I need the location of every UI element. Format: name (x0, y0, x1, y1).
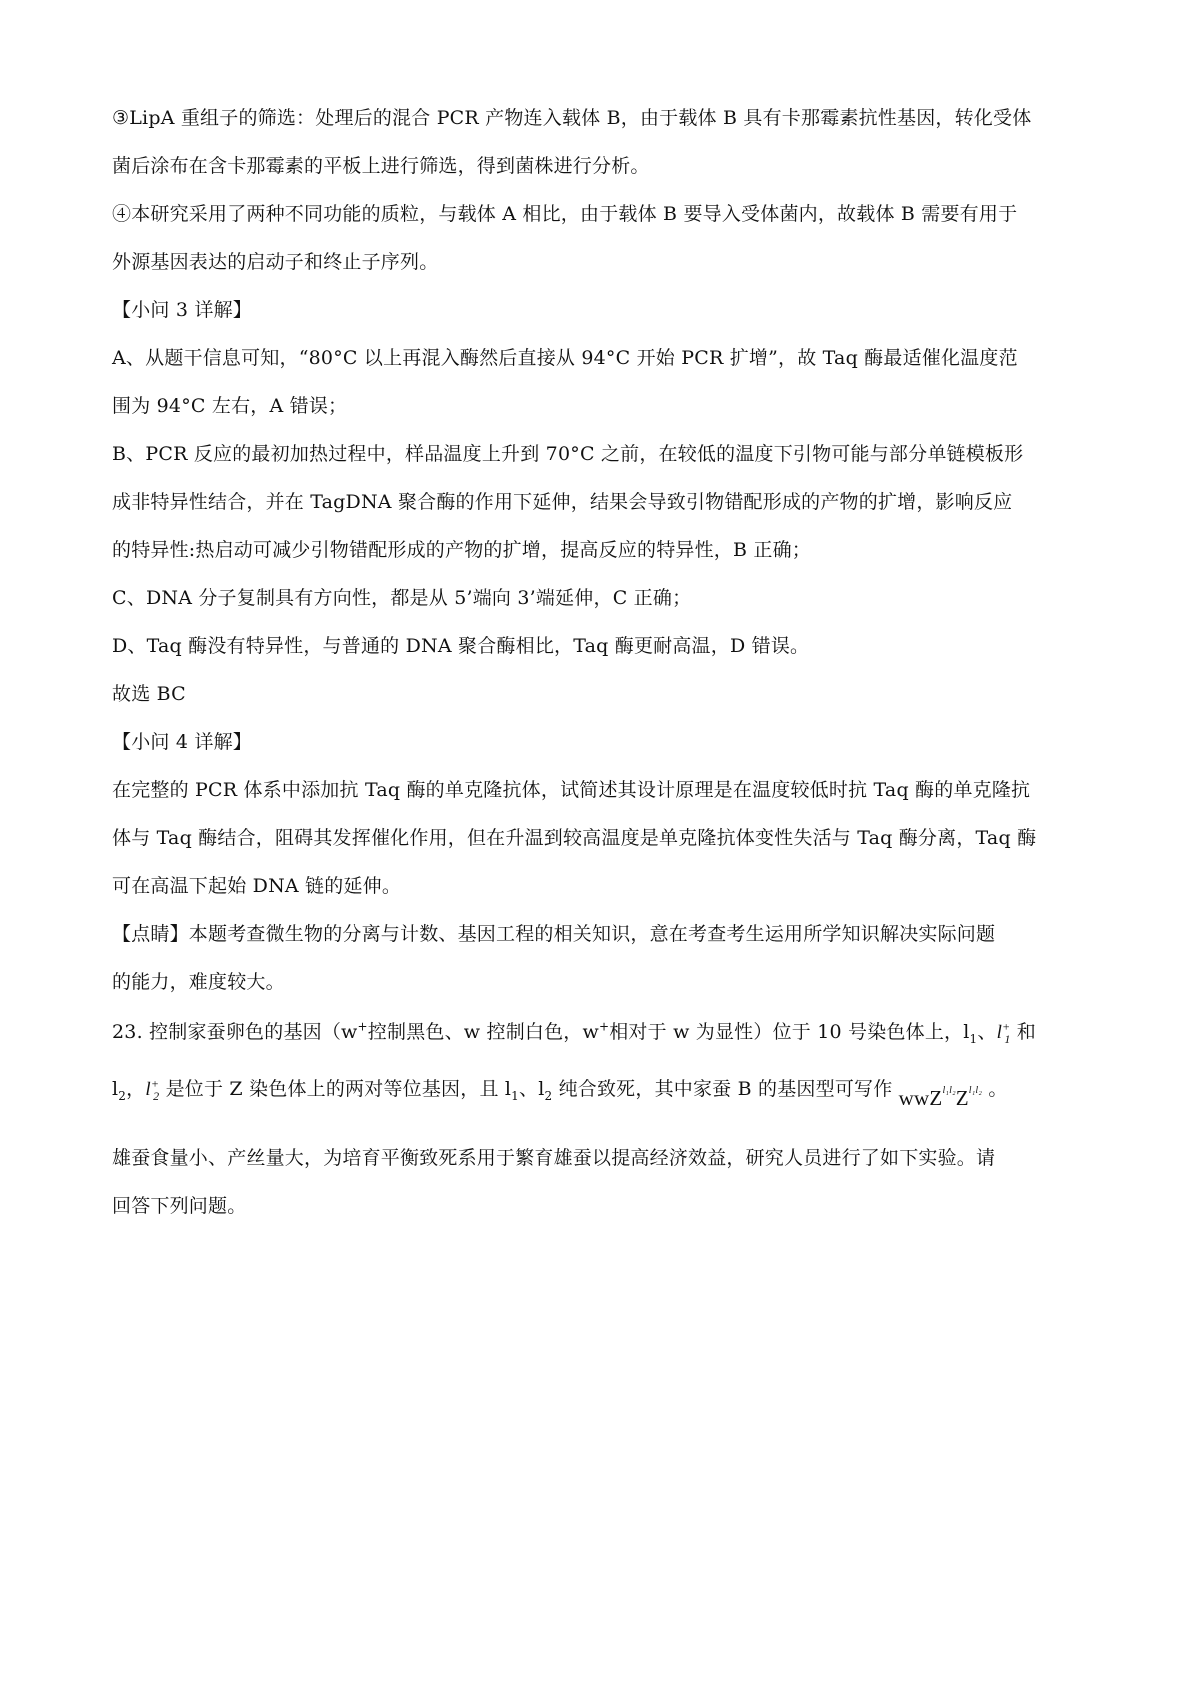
paragraph-line: 体与 Taq 酶结合，阻碍其发挥催化作用，但在升温到较高温度是单克隆抗体变性失活与 Taq 酶分离，Taq 酶 (112, 827, 1037, 849)
answer-line: 故选 BC (112, 683, 186, 705)
paragraph-line: 菌后涂布在含卡那霉素的平板上进行筛选，得到菌株进行分析。 (112, 155, 650, 177)
question-23 (112, 1008, 1100, 1230)
gene-symbol: $l^+_1$ (996, 1019, 1011, 1046)
paragraph-line: C、DNA 分子复制具有方向性，都是从 5’端向 3’端延伸，C 正确； (112, 587, 692, 609)
document-page (112, 94, 1100, 1230)
paragraph-line: 在完整的 PCR 体系中添加抗 Taq 酶的单克隆抗体，试简述其设计原理是在温度较低时抗 Taq 酶的单克隆抗 (112, 779, 1031, 801)
section-heading: 【小问 4 详解】 (112, 731, 252, 753)
section-heading: 【小问 3 详解】 (112, 299, 252, 321)
question-line: $l_2$，$l^+_2$ 是位于 Z 染色体上的两对等位基因，且 $l_1$、$l_2$ 纯合致死，其中家蚕 B 的基因型可写作 $wwZ^{l_1l_2}Z^{l_1l_2}$ 。 (112, 1053, 1100, 1134)
paragraph-line: 围为 94°C 左右，A 错误； (112, 395, 348, 417)
paragraph-line: 成非特异性结合，并在 TagDNA 聚合酶的作用下延伸，结果会导致引物错配形成的产物的扩增，影响反应 (112, 491, 1013, 513)
paragraph-line: A、从题干信息可知，“80°C 以上再混入酶然后直接从 94°C 开始 PCR 扩增”，故 Taq 酶最适催化温度范 (112, 347, 1018, 369)
paragraph-line: 外源基因表达的启动子和终止子序列。 (112, 251, 439, 273)
gene-symbol: $l^+_2$ (145, 1076, 160, 1103)
paragraph-line: D、Taq 酶没有特异性，与普通的 DNA 聚合酶相比，Taq 酶更耐高温，D 错误。 (112, 635, 810, 657)
note-line: 【点睛】本题考查微生物的分离与计数、基因工程的相关知识，意在考查考生运用所学知识解决实际问题 (112, 923, 996, 945)
paragraph-line: ④本研究采用了两种不同功能的质粒，与载体 A 相比，由于载体 B 要导入受体菌内，故载体 B 需要有用于 (112, 203, 1018, 225)
paragraph-line: 可在高温下起始 DNA 链的延伸。 (112, 875, 402, 897)
paragraph-line: B、PCR 反应的最初加热过程中，样品温度上升到 70°C 之前，在较低的温度下引物可能与部分单链模板形 (112, 443, 1024, 465)
note-line: 的能力，难度较大。 (112, 971, 285, 993)
question-line: 雄蚕食量小、产丝量大，为培育平衡致死系用于繁育雄蚕以提高经济效益，研究人员进行了如下实验。请 (112, 1147, 996, 1169)
question-line: 回答下列问题。 (112, 1195, 247, 1217)
paragraph-line: 的特异性:热启动可减少引物错配形成的产物的扩增，提高反应的特异性，B 正确； (112, 539, 812, 561)
genotype-formula: $wwZ^{l_1l_2}Z^{l_1l_2}$ (898, 1085, 983, 1110)
question-line: 23. 控制家蚕卵色的基因（w+控制黑色、w 控制白色，w+相对于 w 为显性）位于 10 号染色体上，$l_1$、$l^+_1$ 和 (112, 1019, 1037, 1046)
paragraph-line: ③LipA 重组子的筛选：处理后的混合 PCR 产物连入载体 B，由于载体 B 具有卡那霉素抗性基因，转化受体 (112, 107, 1032, 129)
